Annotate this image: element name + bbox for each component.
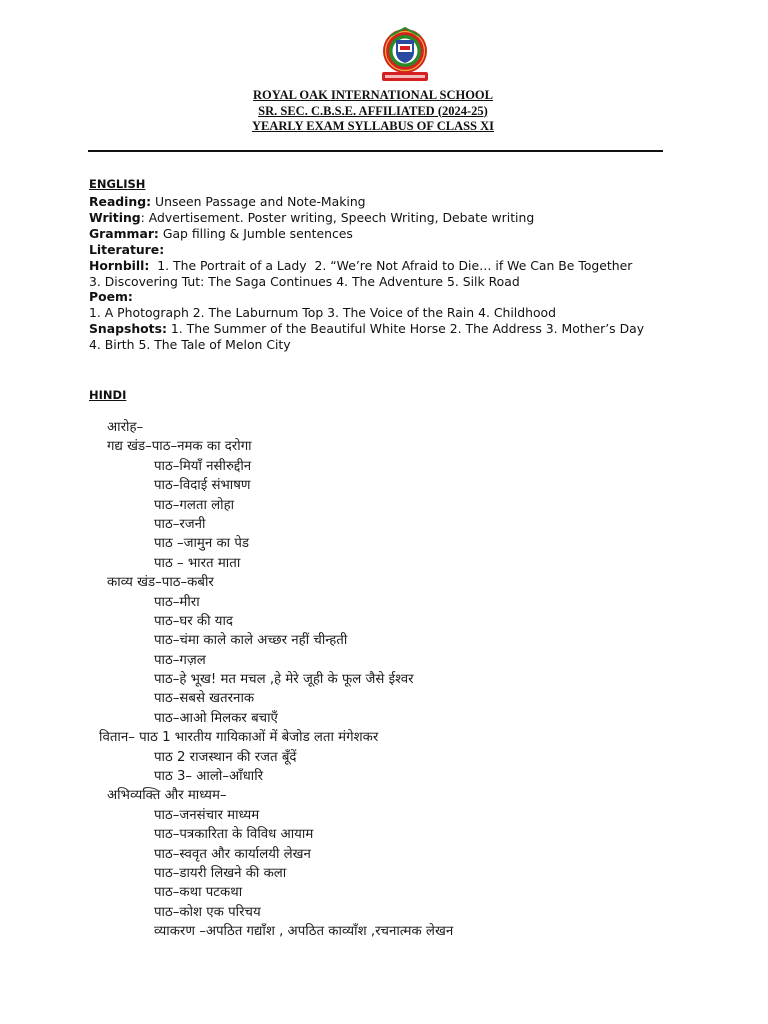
snapshots-line-2: 4. Birth 5. The Tale of Melon City <box>89 337 291 353</box>
writing-text: : Advertisement. Poster writing, Speech Writing, Debate writing <box>140 209 535 225</box>
poem-line <box>89 289 689 305</box>
hindi-line: पाठ–स्ववृत और कार्यालयी लेखन <box>154 846 311 862</box>
english-heading: ENGLISH <box>89 177 146 191</box>
english-syllabus <box>89 194 689 353</box>
reading-text: Unseen Passage and Note-Making <box>151 194 366 209</box>
hindi-syllabus <box>99 418 707 942</box>
hindi-line: पाठ–सबसे खतरनाक <box>154 691 255 707</box>
writing-label: Writing <box>89 209 141 225</box>
hornbill-label: Hornbill: <box>89 257 150 273</box>
hindi-line: वितान– पाठ 1 भारतीय गायिकाओं में बेजोड लता मंगेशकर <box>99 730 379 746</box>
reading-line <box>89 194 689 210</box>
hindi-line: आरोह– <box>107 420 144 435</box>
hindi-line: पाठ–डायरी लिखने की कला <box>154 865 287 881</box>
hindi-line: पाठ–जनसंचार माध्यम <box>154 807 260 823</box>
school-affiliation: SR. SEC. C.B.S.E. AFFILIATED (2024-25) <box>258 103 488 118</box>
hindi-line: पाठ 3– आलो–आँधारि <box>154 769 264 785</box>
header-divider <box>88 150 663 152</box>
hindi-line: पाठ–आओ मिलकर बचाएँ <box>154 710 278 726</box>
poem-label: Poem: <box>89 289 133 305</box>
hindi-line: पाठ–कथा पटकथा <box>154 885 243 901</box>
grammar-label: Grammar: <box>89 225 159 241</box>
hindi-heading: HINDI <box>89 388 127 402</box>
exam-title: YEARLY EXAM SYLLABUS OF CLASS XI <box>251 119 495 133</box>
hindi-line: पाठ–हे भूख! मत मचल ,हे मेरे जूही के फूल जैसे ईश्वर <box>154 672 414 688</box>
poem-list: 1. A Photograph 2. The Laburnum Top 3. The Voice of the Rain 4. Childhood <box>89 305 556 321</box>
hindi-line: पाठ–विदाई संभाषण <box>154 478 251 494</box>
school-name: ROYAL OAK INTERNATIONAL SCHOOL <box>253 88 493 102</box>
hindi-line: गद्य खंड–पाठ–नमक का दरोगा <box>107 439 252 455</box>
hornbill-line <box>89 258 689 274</box>
writing-line <box>89 210 689 226</box>
reading-label: Reading: <box>89 194 152 209</box>
hindi-line: पाठ–मियाँ नसीरुद्दीन <box>154 458 252 474</box>
snapshots-text: 1. The Summer of the Beautiful White Horse 2. The Address 3. Mother’s Day <box>166 321 645 337</box>
hindi-line: पाठ–गज़ल <box>154 652 206 668</box>
hindi-line: पाठ–रजनी <box>154 516 206 532</box>
hindi-line: पाठ–कोश एक परिचय <box>154 904 261 920</box>
snapshots-line <box>89 321 689 337</box>
hindi-line: पाठ–पत्रकारिता के विविध आयाम <box>154 827 314 843</box>
school-crest-icon <box>376 26 434 86</box>
grammar-line <box>89 226 689 242</box>
hindi-line: पाठ –जामुन का पेड <box>154 536 250 552</box>
hindi-line: अभिव्यक्ति और माध्यम– <box>107 788 227 804</box>
hindi-line: पाठ–गलता लोहा <box>154 497 235 513</box>
grammar-text: Gap filling & Jumble sentences <box>158 225 353 241</box>
literature-line <box>89 242 689 258</box>
hindi-line: पाठ – भारत माता <box>154 555 241 571</box>
hindi-line: पाठ–घर की याद <box>154 613 233 629</box>
hindi-line: पाठ–मीरा <box>154 594 200 610</box>
hindi-line: पाठ–चंमा काले काले अच्छर नहीं चीन्हती <box>154 633 348 649</box>
hornbill-line-2: 3. Discovering Tut: The Saga Continues 4. The Adventure 5. Silk Road <box>89 273 520 289</box>
snapshots-label: Snapshots: <box>89 321 167 337</box>
document-header <box>0 88 746 135</box>
hindi-line: व्याकरण –अपठित गद्याँश , अपठित काव्याँश ,रचनात्मक लेखन <box>154 924 454 940</box>
hindi-line: पाठ 2 राजस्थान की रजत बूँदें <box>154 749 297 765</box>
hindi-line: काव्य खंड–पाठ–कबीर <box>107 575 214 591</box>
literature-label: Literature: <box>89 241 165 257</box>
hornbill-text: 1. The Portrait of a Lady 2. “We’re Not Afraid to Die… if We Can Be Together <box>149 257 633 273</box>
